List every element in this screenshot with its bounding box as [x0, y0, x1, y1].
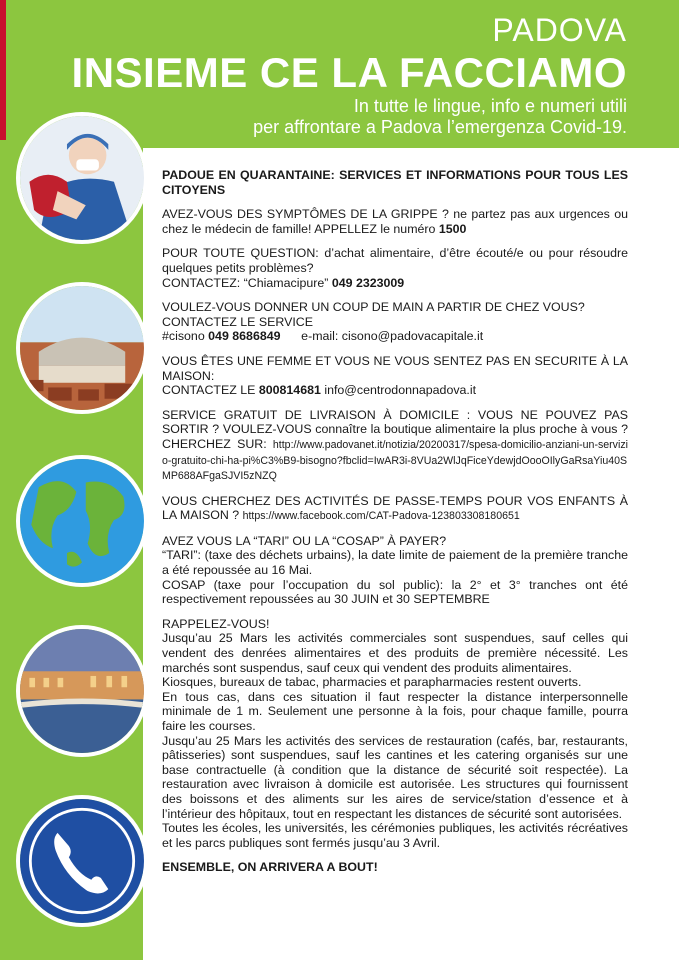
red-strip [0, 0, 6, 140]
volunteer-number: 049 8686849 [208, 329, 281, 344]
women-text: VOUS ÊTES UNE FEMME ET VOUS NE VOUS SENTEZ PAS EN SECURITE À LA MAISON: [162, 353, 628, 383]
tax-title: AVEZ VOUS LA “TARI” OU LA “COSAP” À PAYER? [162, 533, 447, 548]
reminder-title: RAPPELEZ-VOUS! [162, 616, 270, 631]
kids-url-link[interactable]: https://www.facebook.com/CAT-Padova-123803308180651 [242, 510, 520, 523]
header-subtitle [253, 96, 627, 138]
reminder-p1: Jusqu’au 25 Mars les activités commerciales sont suspendues, sauf celles qui vendent des denrées alimentaires et des produits de première nécessité. Les marchés sont suspendus, sauf ceux qui vendent des produits alimentaires. [162, 631, 628, 675]
main-content [162, 168, 628, 885]
questions-number: 049 2323009 [331, 275, 405, 290]
globe-icon [16, 455, 148, 587]
flu-number: 1500 [438, 221, 467, 236]
section-heading: PADOUE EN QUARANTAINE: SERVICES ET INFORMATIONS POUR TOUS LES CITOYENS [162, 168, 628, 197]
canal-image [16, 625, 148, 757]
delivery-text: SERVICE GRATUIT DE LIVRAISON À DOMICILE : VOUS NE POUVEZ PAS SORTIR ? VOULEZ-VOUS connaître la boutique alimentaire la plus proche à vous ? CHERCHEZ SUR: [162, 407, 628, 451]
phone-icon [16, 795, 148, 927]
section-volunteer [162, 300, 628, 344]
section-tax [162, 534, 628, 607]
header-subtitle-line1: In tutte le lingue, info e numeri utili [353, 96, 627, 116]
volunteer-tag: #cisono [162, 329, 209, 344]
reminder-p3: En tous cas, dans ces situation il faut respecter la distance interpersonnelle minimale de 1 m. Seulement une personne à la fois, pour chaque famille, pourra faire les courses. [162, 689, 628, 733]
city-image [16, 282, 148, 414]
questions-text: POUR TOUTE QUESTION: d’achat alimentaire, d’être écouté/e ou pour résoudre quelques petits problèmes? [162, 246, 628, 275]
section-questions [162, 246, 628, 290]
tax-tari: “TARI”: (taxe des déchets urbains), la date limite de paiement de la première tranche a été repoussée au 16 Mai. [162, 548, 628, 578]
flu-text: AVEZ-VOUS DES SYMPTÔMES DE LA GRIPPE ? ne partez pas aux urgences ou chez le médecin de famille! APPELLEZ le numéro [162, 207, 628, 236]
tax-cosap: COSAP (taxe pour l’occupation du sol public): la 2° et 3° tranches ont été respectivement repoussées au 30 JUIN et 30 SEPTEMBRE [162, 577, 628, 607]
volunteer-text: VOULEZ-VOUS DONNER UN COUP DE MAIN A PARTIR DE CHEZ VOUS? [162, 300, 585, 315]
women-number: 800814681 [258, 383, 321, 398]
section-flu [162, 207, 628, 236]
header-city: PADOVA [492, 12, 627, 48]
reminder-p2: Kiosques, bureaux de tabac, pharmacies et parapharmacies restent ouverts. [162, 675, 582, 690]
header-subtitle-line2: per affrontare a Padova l’emergenza Covid-19. [253, 117, 627, 137]
section-delivery [162, 408, 628, 484]
kids-text: VOUS CHERCHEZ DES ACTIVITÉS DE PASSE-TEMPS POUR VOS ENFANTS À LA MAISON ? [162, 493, 628, 523]
women-contact: CONTACTEZ LE [162, 383, 259, 398]
header-title: INSIEME CE LA FACCIAMO [71, 49, 627, 96]
section-women [162, 354, 628, 398]
medic-image [16, 112, 148, 244]
closing-slogan: ENSEMBLE, ON ARRIVERA A BOUT! [162, 860, 378, 875]
women-email-link[interactable]: info@centrodonnapadova.it [320, 383, 477, 398]
questions-contact: CONTACTEZ: “Chiamacipure” [162, 275, 332, 290]
section-reminder [162, 617, 628, 851]
volunteer-contact: CONTACTEZ LE SERVICE [162, 314, 314, 329]
section-kids [162, 494, 628, 524]
reminder-p4: Jusqu’au 25 Mars les activités des services de restauration (cafés, bar, restaurants, pâtisseries) sont suspendues, sauf les cantines et les catering organisés sur une base contractuelle (à condition que la distance de sécurité soit respectée). La restauration avec livraison à domicile est autorisée. Les structures qui fournissent des boissons et des aliments sur les aires de service/station d’essence et à l’intérieur des hôpitaux, tout en respectant les distances de sécurité sont autorisées. [162, 733, 628, 821]
delivery-url-link[interactable]: http://www.padovanet.it/notizia/20200317/spesa-domicilio-anziani-un-servizio-gratuito-chi-ha-pi%C3%B9-bisogno?fbclid=IwAR3i-8VUa2WlJqFiceYdewjdOooOIlyGaRsaYiu40SMP688AFgaSJVI5zNZQ [162, 438, 628, 483]
reminder-p5: Toutes les écoles, les universités, les cérémonies publiques, les activités récréatives et les parcs publiques sont fermés jusqu’au 3 Avril. [162, 821, 628, 850]
volunteer-email-link[interactable]: e-mail: cisono@padovacapitale.it [301, 329, 484, 344]
